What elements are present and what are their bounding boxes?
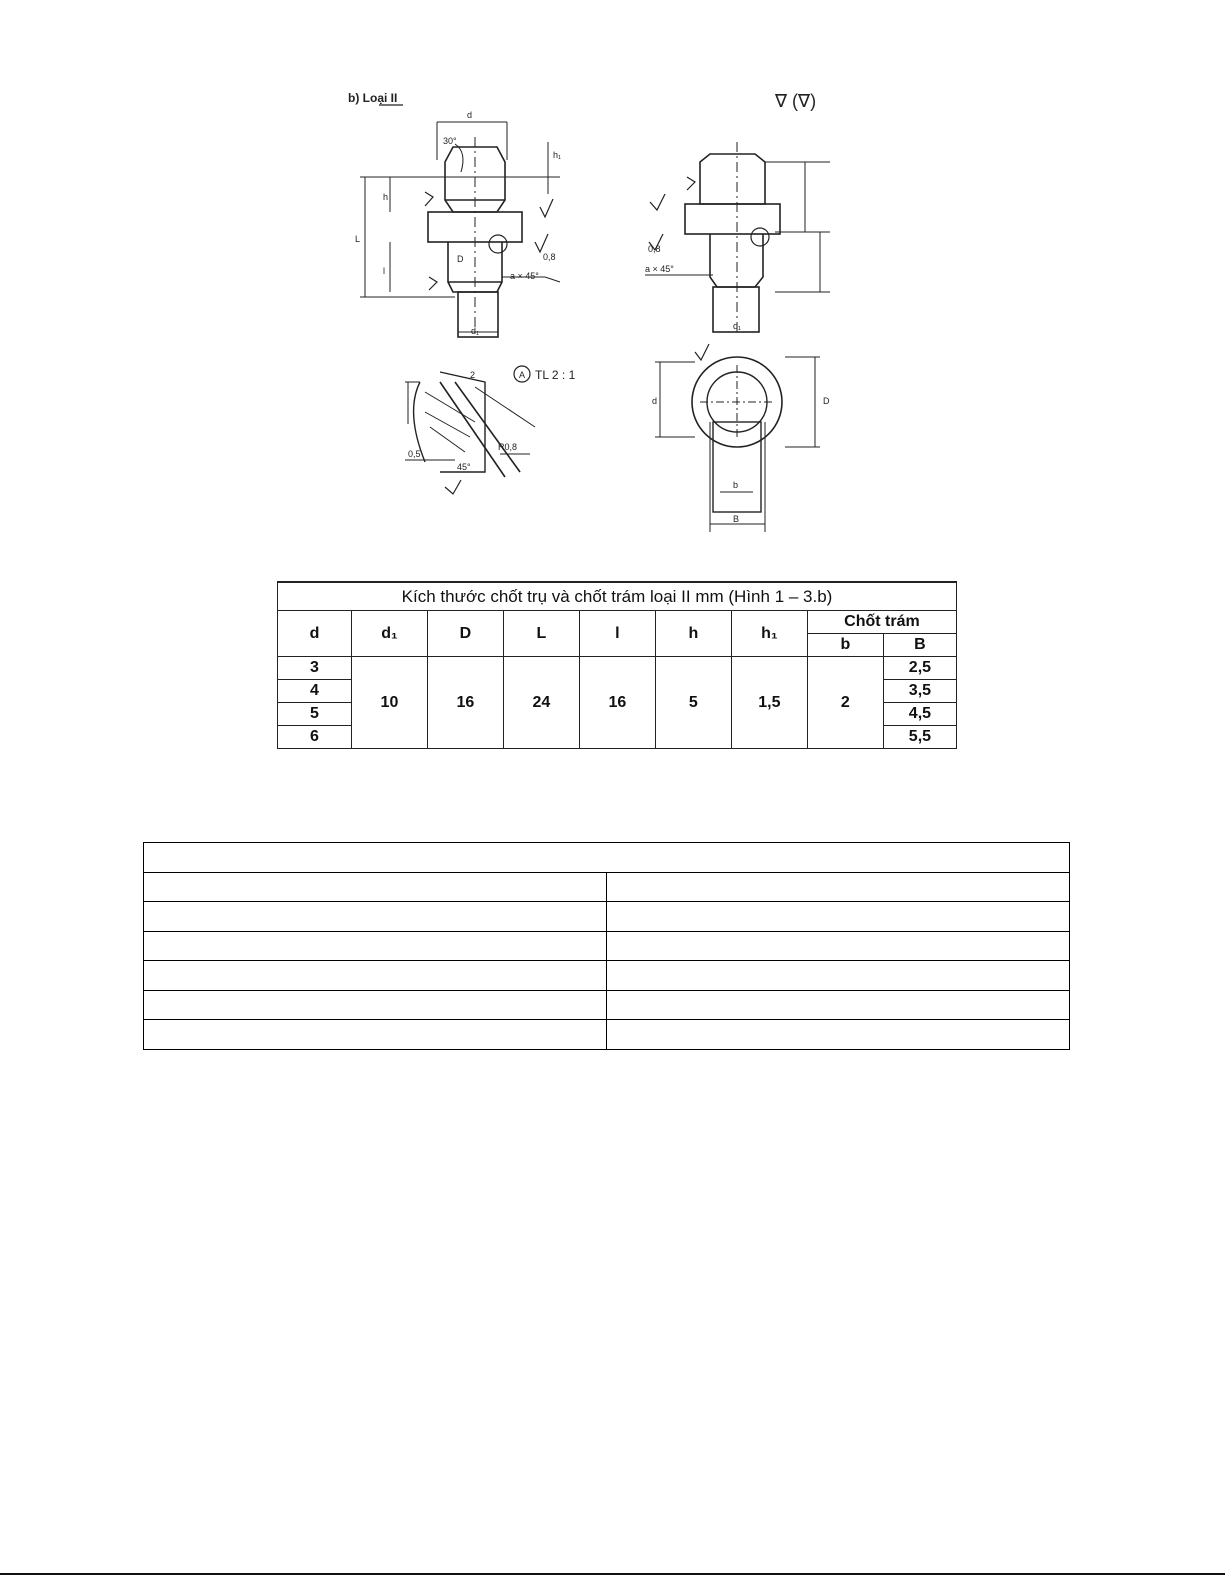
empty-cell	[607, 1020, 1070, 1050]
cell-l: 16	[579, 657, 655, 749]
cell-L: 24	[503, 657, 579, 749]
label-h: h	[383, 192, 389, 202]
header-d1: d₁	[351, 611, 427, 657]
figure-subtitle: b) Loại II	[348, 91, 398, 105]
technical-drawing	[345, 82, 890, 545]
cell-d: 4	[278, 680, 352, 703]
empty-grid-table	[143, 842, 1070, 1050]
label-r08: R0,8	[498, 442, 518, 452]
empty-cell	[607, 902, 1070, 932]
label-d-end: d	[652, 396, 658, 406]
label-08: 0,8	[543, 252, 556, 262]
empty-header-cell	[144, 843, 1070, 873]
empty-cell	[607, 931, 1070, 961]
label-b: b	[733, 480, 739, 490]
cell-d: 6	[278, 726, 352, 749]
cell-b: 2	[807, 657, 883, 749]
header-D: D	[427, 611, 503, 657]
label-chamfer: a × 45°	[510, 271, 539, 281]
cell-B: 2,5	[883, 657, 956, 680]
label-d1-right: d₁	[733, 321, 742, 331]
empty-cell	[144, 990, 607, 1020]
dimension-table	[277, 581, 957, 749]
label-d1: d₁	[471, 326, 480, 336]
cell-d: 5	[278, 703, 352, 726]
header-l: l	[579, 611, 655, 657]
empty-cell	[607, 990, 1070, 1020]
header-b: b	[807, 634, 883, 657]
header-h: h	[655, 611, 731, 657]
header-chot-tram: Chốt trám	[807, 611, 956, 634]
cell-B: 4,5	[883, 703, 956, 726]
label-d: d	[467, 110, 473, 120]
roughness-symbol: ∇ (∇)	[775, 91, 817, 111]
cell-D: 16	[427, 657, 503, 749]
label-scale: TL 2 : 1	[535, 368, 576, 382]
label-h1: h₁	[553, 150, 562, 160]
cell-h: 5	[655, 657, 731, 749]
header-L: L	[503, 611, 579, 657]
header-h1: h₁	[731, 611, 807, 657]
header-B: B	[883, 634, 956, 657]
label-D: D	[457, 254, 464, 264]
page-bottom-rule	[0, 1573, 1225, 1575]
cell-d: 3	[278, 657, 352, 680]
label-l: l	[383, 266, 385, 276]
empty-cell	[607, 961, 1070, 991]
empty-cell	[144, 902, 607, 932]
label-30: 30°	[443, 136, 457, 146]
cell-B: 5,5	[883, 726, 956, 749]
empty-cell	[144, 1020, 607, 1050]
label-08-right: 0,8	[648, 244, 661, 254]
label-L: L	[355, 234, 361, 244]
dimension-table-region	[270, 574, 960, 764]
label-two: 2	[470, 370, 476, 380]
table-caption: Kích thước chốt trụ và chốt trám loại II mm (Hình 1 – 3.b)	[278, 582, 957, 611]
cell-B: 3,5	[883, 680, 956, 703]
empty-cell	[607, 872, 1070, 902]
label-half: 0,5	[408, 449, 421, 459]
label-B: B	[733, 514, 740, 524]
label-chamfer-right: a × 45°	[645, 264, 674, 274]
header-d: d	[278, 611, 352, 657]
cell-h1: 1,5	[731, 657, 807, 749]
empty-cell	[144, 961, 607, 991]
cell-d1: 10	[351, 657, 427, 749]
empty-cell	[144, 931, 607, 961]
label-detail-A: A	[519, 370, 526, 380]
label-45: 45°	[457, 462, 471, 472]
empty-cell	[144, 872, 607, 902]
pin-drawing-svg	[345, 82, 890, 545]
label-D-end: D	[823, 396, 830, 406]
